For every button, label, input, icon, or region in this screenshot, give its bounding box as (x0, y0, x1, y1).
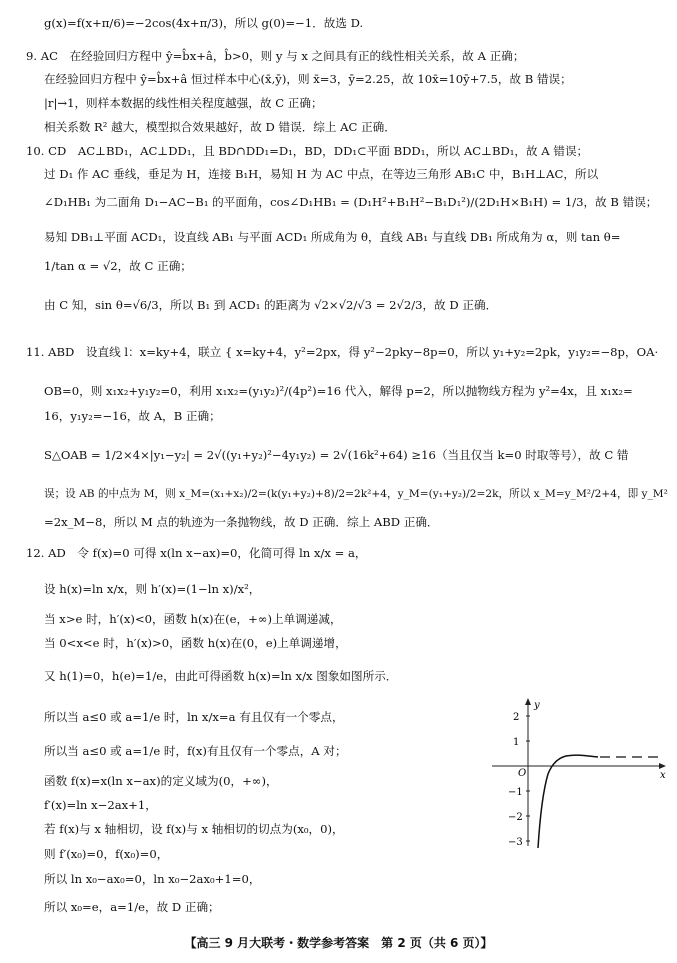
text-line: 所以 ln x₀−ax₀=0，ln x₀−2ax₀+1=0， (44, 872, 261, 886)
y-ticks (508, 712, 530, 848)
text-line: 由 C 知，sin θ=√6/3，所以 B₁ 到 ACD₁ 的距离为 √2×√2/√3 = 2√2/3，故 D 正确． (44, 298, 498, 312)
y-tick-label: 2 (513, 712, 520, 723)
y-tick-label: −2 (508, 812, 523, 823)
x-axis-label: x (660, 770, 666, 781)
function-graph (488, 696, 668, 856)
text-line: 9. AC 在经验回归方程中 ŷ=b̂x+â，b̂>0，则 y 与 x 之间具有正的线性相关关系，故 A 正确； (26, 49, 525, 63)
text-line: 12. AD 令 f(x)=0 可得 x(ln x−ax)=0，化简可得 ln x/x = a， (26, 546, 367, 560)
text-line: ∠D₁HB₁ 为二面角 D₁−AC−B₁ 的平面角，cos∠D₁HB₁ = (D₁H²+B₁H²−B₁D₁²)/(2D₁H×B₁H) = 1/3，故 B 错误； (44, 195, 658, 209)
y-axis-arrow-icon (525, 698, 531, 705)
text-line: 11. ABD 设直线 l：x=ky+4，联立 { x=ky+4，y²=2px，得 y²−2pky−8p=0，所以 y₁+y₂=2pk，y₁y₂=−8p，OA· (26, 345, 659, 359)
text-line: 在经验回归方程中 ŷ=b̂x+â 恒过样本中心(x̄,ȳ)，则 x̄=3，ȳ=2.25，故 10x̄=10ȳ+7.5，故 B 错误； (44, 72, 572, 86)
y-tick-label: −3 (508, 837, 523, 848)
y-axis-label: y (534, 700, 540, 711)
text-line: S△OAB = 1/2×4×|y₁−y₂| = 2√((y₁+y₂)²−4y₁y₂) = 2√(16k²+64) ≥16（当且仅当 k=0 时取等号），故 C 错 (44, 448, 629, 462)
text-line: 过 D₁ 作 AC 垂线，垂足为 H，连接 B₁H，易知 H 为 AC 中点，在等边三角形 AB₁C 中，B₁H⊥AC，所以 (44, 167, 599, 181)
y-tick-label: 1 (513, 737, 520, 748)
text-line: 若 f(x)与 x 轴相切，设 f(x)与 x 轴相切的切点为(x₀，0)， (44, 822, 344, 836)
x-axis-arrow-icon (659, 763, 666, 769)
text-line: 16，y₁y₂=−16，故 A，B 正确； (44, 409, 221, 423)
text-line: 易知 DB₁⊥平面 ACD₁，设直线 AB₁ 与平面 ACD₁ 所成角为 θ，直线 AB₁ 与直线 DB₁ 所成角为 α，则 tan θ= (44, 230, 621, 244)
hx-curve (538, 755, 598, 848)
text-line: f′(x)=ln x−2ax+1， (44, 798, 157, 812)
text-line: 误；设 AB 的中点为 M，则 x_M=(x₁+x₂)/2=(k(y₁+y₂)+8)/2=2k²+4，y_M=(y₁+y₂)/2=2k，所以 x_M=y_M²/2+4，即 y_M² (44, 488, 668, 500)
page-footer: 【高三 9 月大联考・数学参考答案 第 2 页（共 6 页）】 (184, 936, 493, 950)
origin-label: O (518, 768, 527, 779)
text-line: 所以当 a≤0 或 a=1/e 时，ln x/x=a 有且仅有一个零点， (44, 710, 344, 724)
text-line: 所以 x₀=e，a=1/e，故 D 正确； (44, 900, 220, 914)
text-line: 函数 f(x)=x(ln x−ax)的定义域为(0，+∞)， (44, 774, 278, 788)
text-line: 10. CD AC⊥BD₁，AC⊥DD₁，且 BD∩DD₁=D₁，BD，DD₁⊂平面 BDD₁，所以 AC⊥BD₁，故 A 错误； (26, 144, 589, 158)
text-line: 相关系数 R² 越大，模型拟合效果越好，故 D 错误．综上 AC 正确． (44, 120, 396, 134)
text-line: 又 h(1)=0，h(e)=1/e，由此可得函数 h(x)=ln x/x 图象如图所示． (44, 669, 398, 683)
text-line: =2x_M−8，所以 M 点的轨迹为一条抛物线，故 D 正确．综上 ABD 正确． (44, 515, 439, 529)
text-line: 当 0<x<e 时，h′(x)>0，函数 h(x)在(0，e)上单调递增， (44, 636, 347, 650)
text-line: |r|→1，则样本数据的线性相关程度越强，故 C 正确； (44, 96, 323, 110)
text-line: 所以当 a≤0 或 a=1/e 时，f(x)有且仅有一个零点，A 对； (44, 744, 347, 758)
text-line: 则 f′(x₀)=0，f(x₀)=0， (44, 847, 169, 861)
text-line: g(x)=f(x+π/6)=−2cos(4x+π/3)，所以 g(0)=−1．故选 D. (44, 16, 364, 30)
y-tick-label: −1 (508, 787, 523, 798)
text-line: 当 x>e 时，h′(x)<0，函数 h(x)在(e，+∞)上单调递减， (44, 612, 342, 626)
text-line: OB=0，则 x₁x₂+y₁y₂=0，利用 x₁x₂=(y₁y₂)²/(4p²)=16 代入，解得 p=2，所以抛物线方程为 y²=4x，且 x₁x₂= (44, 384, 633, 398)
text-line: 设 h(x)=ln x/x，则 h′(x)=(1−ln x)/x²， (44, 582, 261, 596)
text-line: 1/tan α = √2，故 C 正确； (44, 259, 192, 273)
